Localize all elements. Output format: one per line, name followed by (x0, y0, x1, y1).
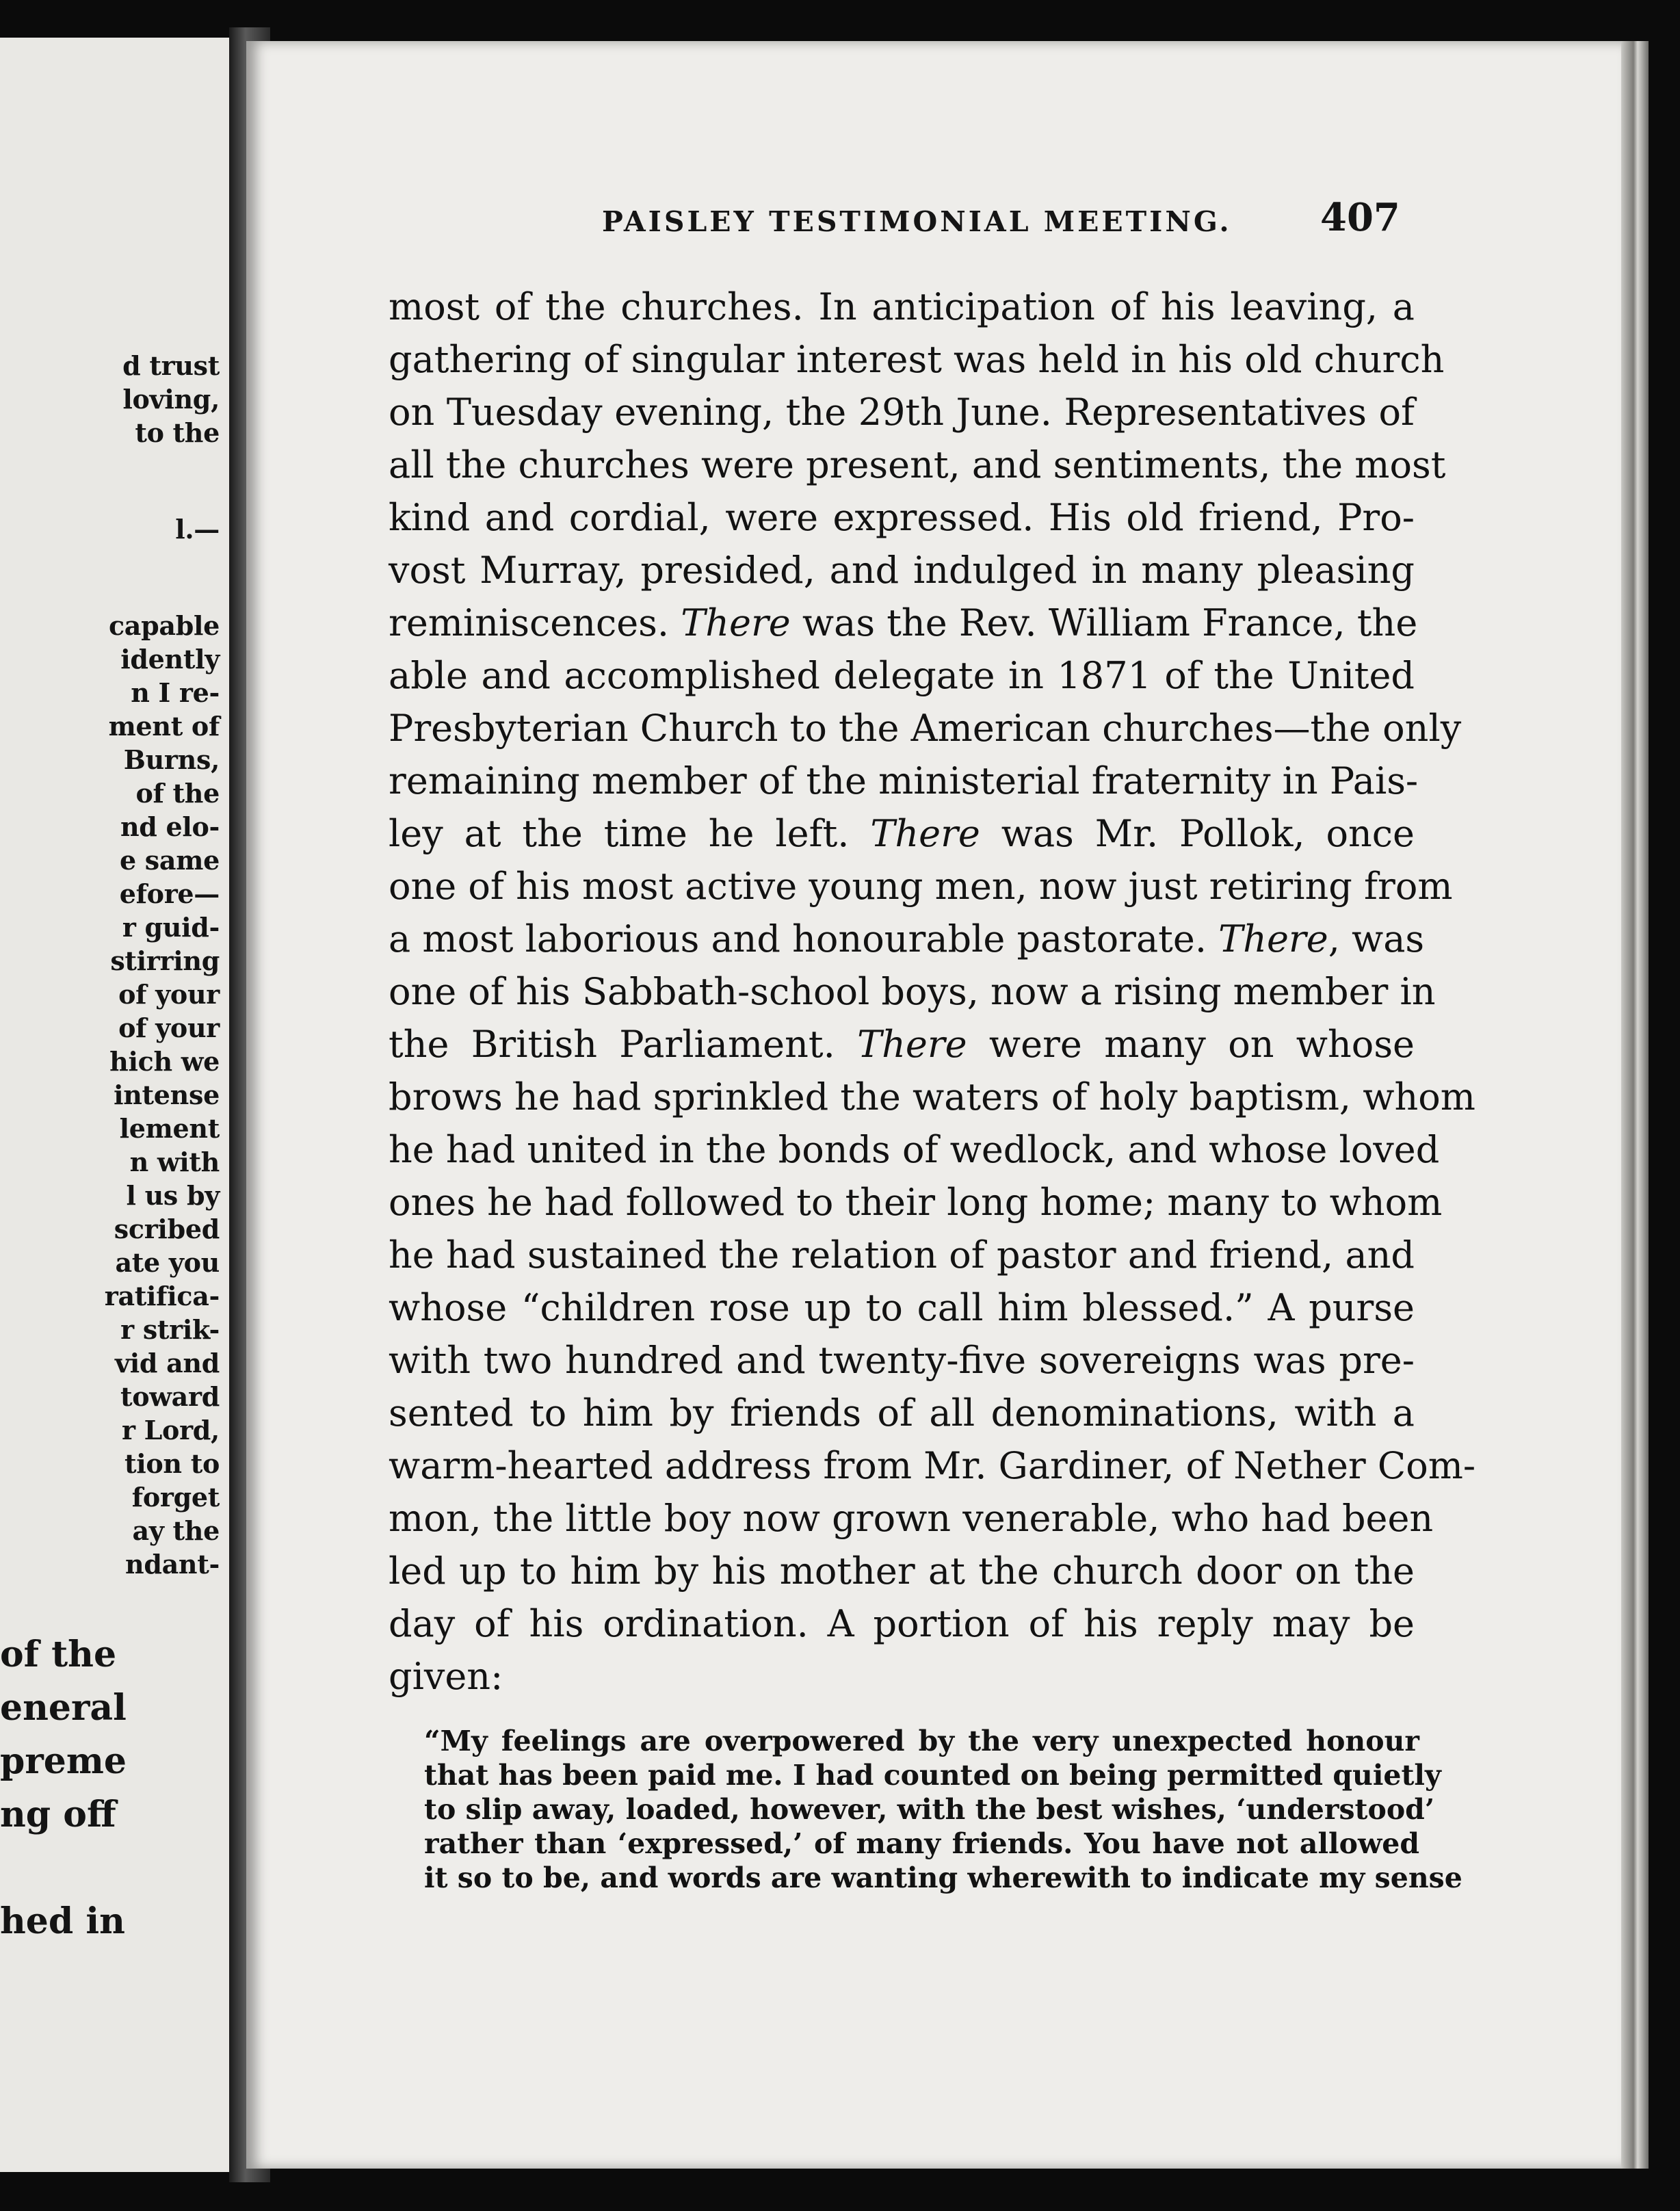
left-page-line: to the (135, 417, 220, 448)
body-line: vost Murray, presided, and indulged in many pleasing (389, 549, 1415, 592)
body-line: one of his Sabbath-school boys, now a rising member in (389, 970, 1436, 1013)
emphasis-there: There (1218, 917, 1328, 960)
body-line: able and accomplished delegate in 1871 of the United (389, 654, 1415, 697)
body-line: sented to him by friends of all denominations, with a (389, 1391, 1415, 1435)
body-line: whose “children rose up to call him blessed.” A purse (389, 1286, 1415, 1329)
left-page-line (1, 546, 220, 609)
left-page-line: eneral (0, 1687, 127, 1729)
left-page-line: efore— (119, 878, 220, 909)
left-page-line: n with (129, 1147, 220, 1177)
body-line: warm-hearted address from Mr. Gardiner, of Nether Com- (389, 1444, 1476, 1487)
left-page-line: r guid- (122, 912, 220, 943)
left-page-line: e same (119, 845, 220, 876)
left-page-line: loving, (122, 384, 220, 415)
left-page-line: l.— (175, 514, 220, 545)
quote-line: it so to be, and words are wanting wherewith to indicate my sense (424, 1861, 1462, 1894)
body-line: brows he had sprinkled the waters of holy baptism, whom (389, 1075, 1475, 1118)
left-page-text (1, 349, 220, 1581)
emphasis-there: There (681, 601, 791, 644)
body-line: given: (389, 1655, 503, 1698)
body-line: gathering of singular interest was held in his old church (389, 338, 1445, 381)
left-page-line: ndant- (125, 1549, 220, 1580)
quote-line: to slip away, loaded, however, with the best wishes, ‘understood’ (424, 1793, 1435, 1826)
page-edge (1621, 41, 1649, 2169)
body-line: day of his ordination. A portion of his reply may be (389, 1602, 1415, 1645)
body-line: ones he had followed to their long home; many to whom (389, 1181, 1443, 1224)
left-page-line: of your (118, 979, 220, 1010)
left-page-line: capable (108, 610, 220, 641)
body-line: reminiscences. There was the Rev. William France, the (389, 601, 1418, 644)
body-line: with two hundred and twenty-five sovereigns was pre- (389, 1339, 1415, 1382)
body-line: ley at the time he left. There was Mr. Pollok, once (389, 812, 1415, 855)
left-page-line: ay the (132, 1515, 220, 1546)
left-page-line: Burns, (123, 744, 220, 775)
body-line: most of the churches. In anticipation of his leaving, a (389, 285, 1415, 328)
body-line: all the churches were present, and sentiments, the most (389, 443, 1446, 486)
left-page-line: intense (114, 1080, 220, 1110)
left-page-line: of your (118, 1012, 220, 1043)
body-line: mon, the little boy now grown venerable, who had been (389, 1497, 1434, 1540)
body-line: the British Parliament. There were many on whose (389, 1023, 1415, 1066)
left-page-line: preme (0, 1740, 127, 1782)
emphasis-there: There (870, 812, 980, 855)
left-page-line: vid and (114, 1348, 220, 1378)
body-line: he had sustained the relation of pastor and friend, and (389, 1233, 1415, 1277)
left-page-line: n I re- (131, 677, 220, 708)
left-page-line (0, 1842, 103, 1895)
left-page-line: idently (120, 644, 220, 675)
left-page-line: l us by (126, 1180, 220, 1211)
quoted-reply (424, 1724, 1462, 1895)
page-number: 407 (1320, 195, 1400, 240)
left-page-line: tion to (124, 1448, 220, 1479)
left-page-line: ng off (0, 1794, 116, 1835)
left-page-line: toward (120, 1381, 220, 1412)
left-page-line: d trust (122, 350, 220, 381)
body-line: he had united in the bonds of wedlock, and whose loved (389, 1128, 1440, 1171)
left-page-line: of the (135, 778, 220, 809)
left-page (0, 38, 232, 2172)
left-page-line: ment of (108, 711, 220, 742)
emphasis-there: There (857, 1023, 967, 1066)
left-page-line: nd elo- (120, 811, 220, 842)
running-head: PAISLEY TESTIMONIAL MEETING. (602, 205, 1232, 238)
body-text (389, 280, 1476, 1703)
left-page-line: lement (119, 1113, 220, 1144)
left-page-line (1, 449, 220, 512)
left-page-line: ratifica- (104, 1281, 220, 1311)
body-line: one of his most active young men, now just retiring from (389, 865, 1453, 908)
left-page-line: hed in (0, 1900, 125, 1942)
left-page-line: r strik- (120, 1314, 220, 1345)
body-line: remaining member of the ministerial fraternity in Pais- (389, 759, 1419, 802)
left-page-line: of the (0, 1634, 117, 1675)
left-page-line: forget (131, 1482, 220, 1513)
quote-line: rather than ‘expressed,’ of many friends. You have not allowed (424, 1827, 1419, 1860)
left-page-line: hich we (109, 1046, 220, 1077)
left-page-line: scribed (114, 1214, 220, 1244)
quote-line: “My feelings are overpowered by the very unexpected honour (424, 1725, 1419, 1757)
body-line: kind and cordial, were expressed. His old friend, Pro- (389, 496, 1415, 539)
left-page-lower-text (0, 1628, 127, 1948)
body-line: a most laborious and honourable pastorate. There, was (389, 917, 1425, 960)
body-line: led up to him by his mother at the church door on the (389, 1549, 1415, 1593)
body-line: Presbyterian Church to the American churches—the only (389, 707, 1462, 750)
quote-line: that has been paid me. I had counted on being permitted quietly (424, 1759, 1441, 1792)
left-page-line: r Lord, (121, 1415, 220, 1445)
left-page-line: ate you (115, 1247, 220, 1278)
left-page-line: stirring (110, 945, 220, 976)
body-line: on Tuesday evening, the 29th June. Representatives of (389, 391, 1415, 434)
